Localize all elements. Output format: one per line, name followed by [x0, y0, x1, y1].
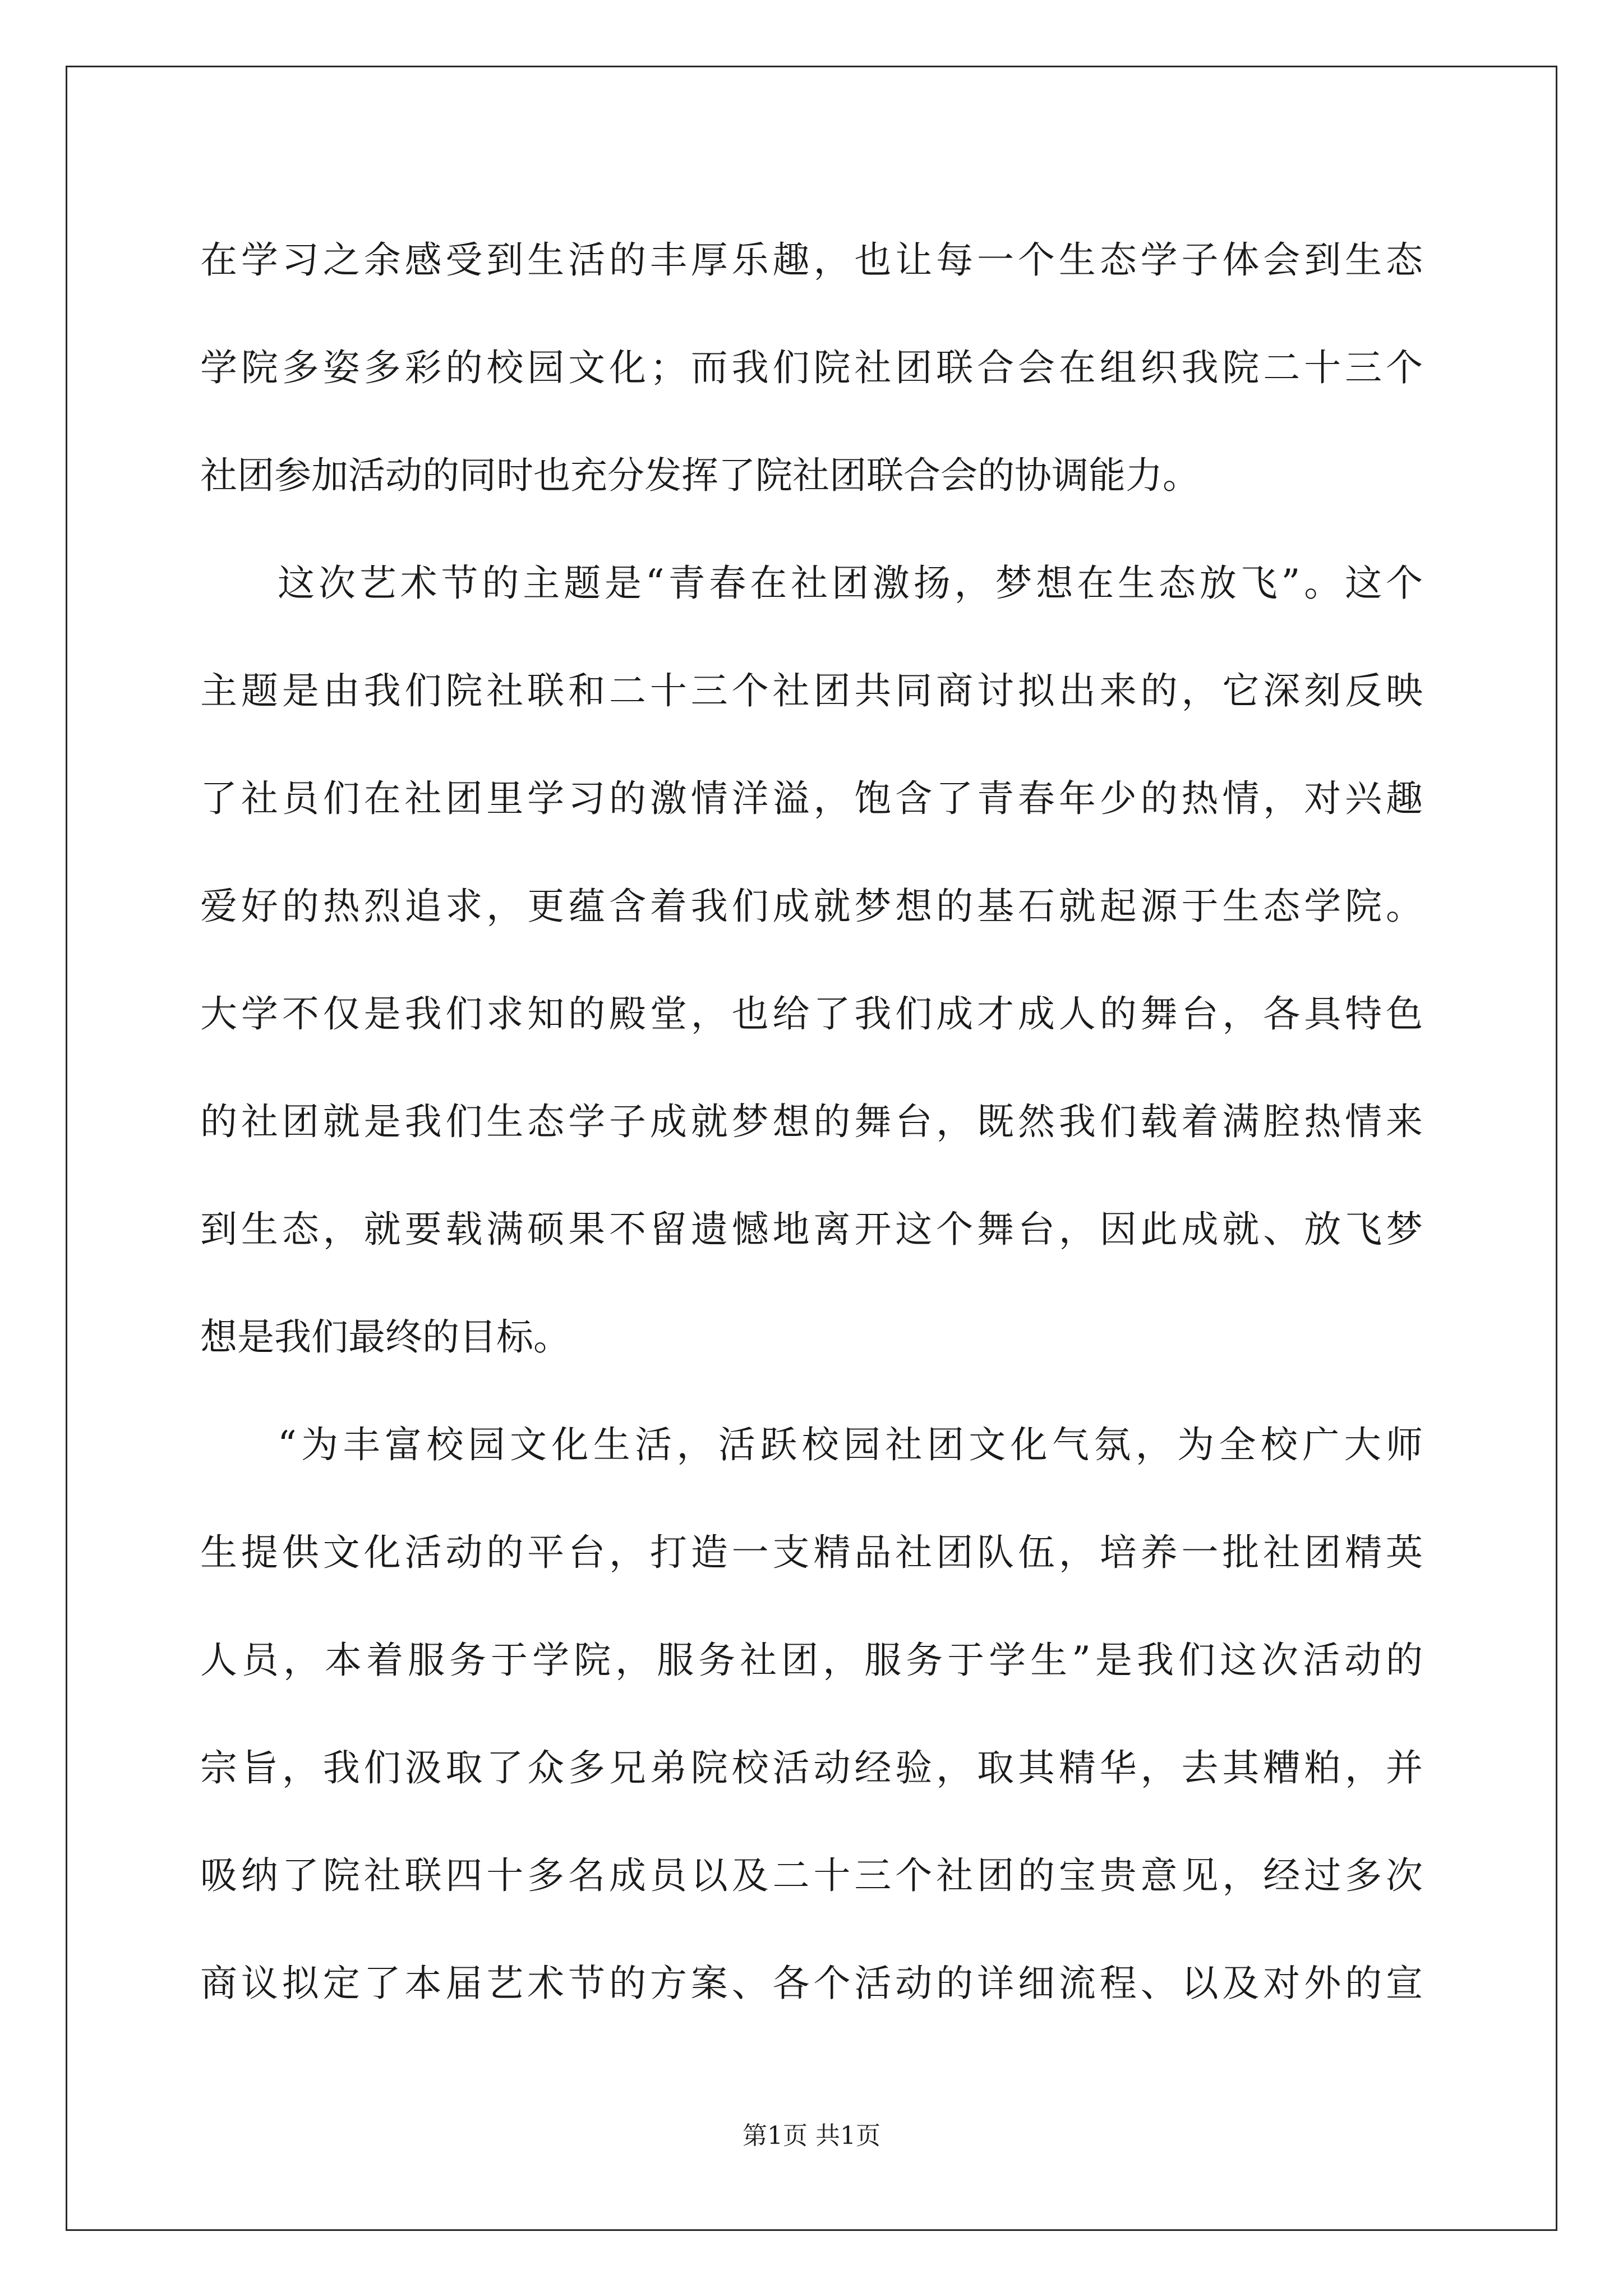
text-line: 人员，本着服务于学院，服务社团，服务于学生”是我们这次活动的: [200, 1639, 1423, 1682]
text-line: 大学不仅是我们求知的殿堂，也给了我们成才成人的舞台，各具特色: [200, 992, 1423, 1036]
text-line: 的社团就是我们生态学子成就梦想的舞台，既然我们载着满腔热情来: [200, 1100, 1423, 1143]
text-line: 吸纳了院社联四十多名成员以及二十三个社团的宝贵意见，经过多次: [200, 1854, 1423, 1897]
text-line: 在学习之余感受到生活的丰厚乐趣，也让每一个生态学子体会到生态: [200, 238, 1423, 282]
text-line: 爱好的热烈追求，更蕴含着我们成就梦想的基石就起源于生态学院。: [200, 885, 1423, 928]
paragraph-first-line: 这次艺术节的主题是“青春在社团激扬，梦想在生态放飞”。这个: [278, 562, 1423, 605]
text-line: 了社员们在社团里学习的激情洋溢，饱含了青春年少的热情，对兴趣: [200, 777, 1423, 820]
page-number-footer: 第1页 共1页: [743, 2122, 880, 2150]
text-line: 商议拟定了本届艺术节的方案、各个活动的详细流程、以及对外的宣: [200, 1962, 1423, 2005]
text-line: 社团参加活动的同时也充分发挥了院社团联合会的协调能力。: [200, 454, 1200, 497]
paragraph-first-line: “为丰富校园文化生活，活跃校园社团文化气氛，为全校广大师: [278, 1423, 1423, 1466]
text-line: 学院多姿多彩的校园文化；而我们院社团联合会在组织我院二十三个: [200, 346, 1423, 389]
text-line: 宗旨，我们汲取了众多兄弟院校活动经验，取其精华，去其糟粕，并: [200, 1746, 1423, 1789]
text-line: 到生态，就要载满硕果不留遗憾地离开这个舞台，因此成就、放飞梦: [200, 1208, 1423, 1251]
text-line: 想是我们最终的目标。: [200, 1315, 570, 1359]
text-line: 主题是由我们院社联和二十三个社团共同商讨拟出来的，它深刻反映: [200, 669, 1423, 712]
text-line: 生提供文化活动的平台，打造一支精品社团队伍，培养一批社团精英: [200, 1531, 1423, 1574]
document-body: [200, 206, 1423, 2037]
